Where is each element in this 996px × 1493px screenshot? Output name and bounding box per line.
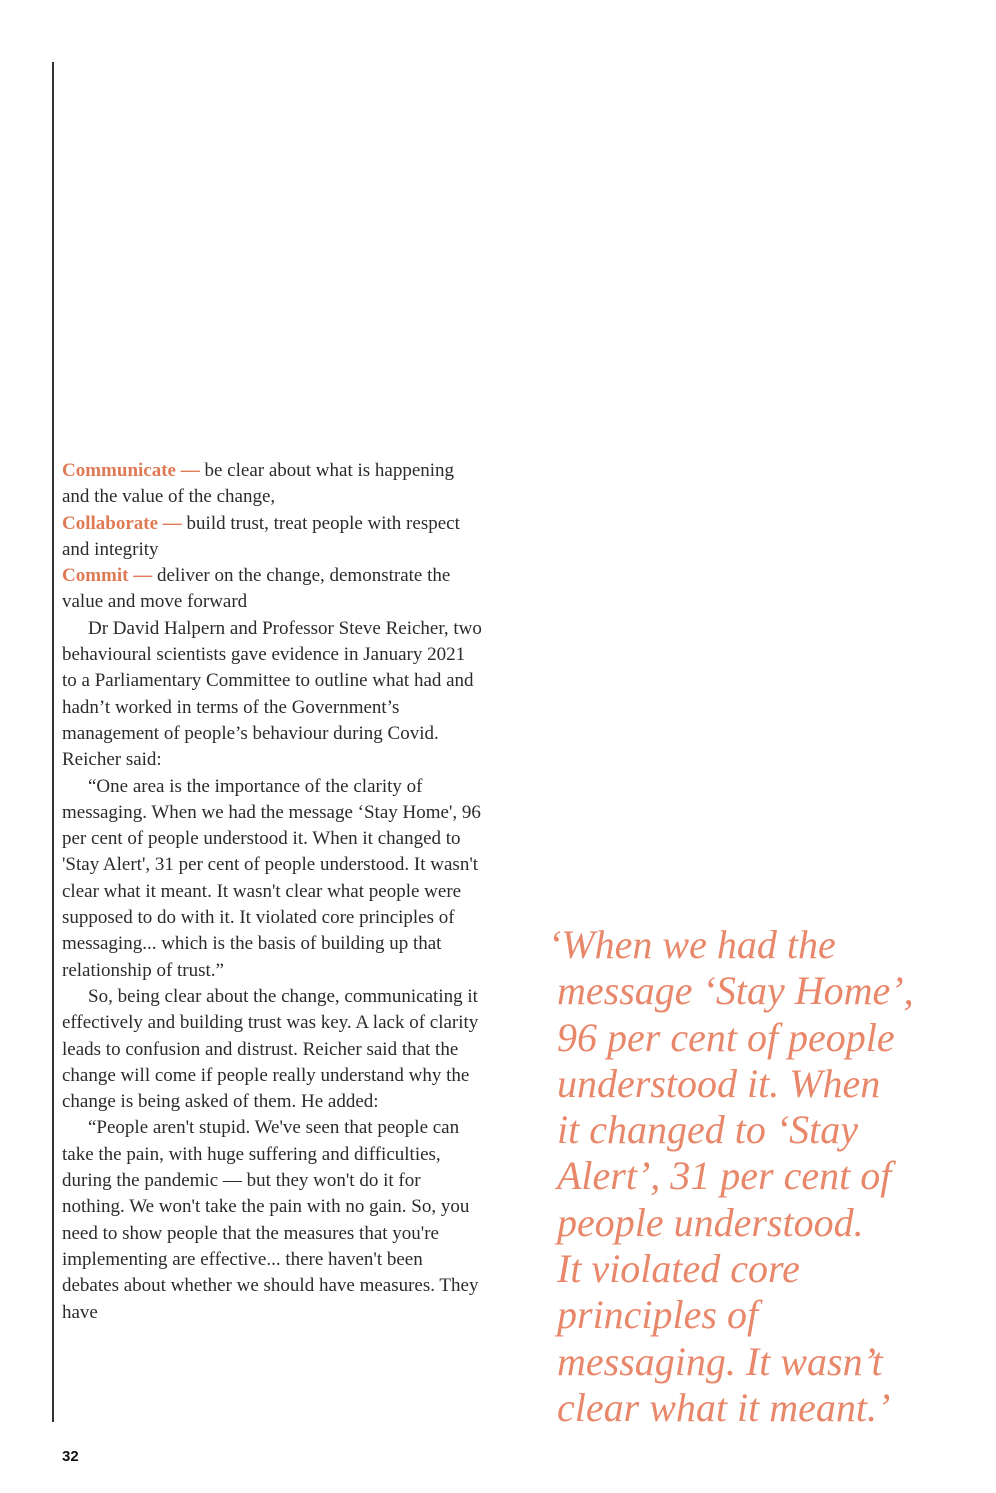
page-number: 32 (62, 1448, 79, 1465)
commit-text: deliver on the change, demonstrate the value and move forward (62, 565, 451, 613)
pull-quote-line: understood it. When (557, 1060, 881, 1106)
paragraph-evidence: Dr David Halpern and Professor Steve Reicher, two behavioural scientists gave evidence in January 2021 to a Parliamentary Committee to outline what had and hadn’t worked in terms of the Government’s management of people’s behaviour during Covid. Reicher said: (62, 617, 482, 771)
pull-quote-line: messaging. It wasn’t (557, 1338, 883, 1384)
communicate-label: Communicate — (62, 460, 200, 481)
vertical-rule (52, 62, 54, 1422)
pull-quote (548, 922, 968, 1431)
pull-quote-line: It violated core (557, 1246, 800, 1292)
collaborate-text: build trust, treat people with respect and integrity (62, 512, 460, 560)
pull-quote-line: Alert’, 31 per cent of (557, 1153, 892, 1199)
pull-quote-line: people understood. (557, 1199, 864, 1245)
paragraph-reicher-quote-2: “People aren't stupid. We've seen that people can take the pain, with huge suffering and difficulties, during the pandemic — but they won't do it for nothing. We won't take the pain with no gain. So, you need to show people that the measures that you're implementing are effective... there haven't been debates about whether we should have measures. They have (62, 1117, 479, 1323)
paragraph-clarity: So, being clear about the change, communicating it effectively and building trust was key. A lack of clarity leads to confusion and distrust. Reicher said that the change will come if people really understand why the change is being asked of them. He added: (62, 985, 479, 1113)
collaborate-item (62, 511, 482, 564)
pull-quote-line: ‘When we had the (548, 922, 836, 967)
body-column (62, 458, 482, 1326)
pull-quote-line: it changed to ‘Stay (557, 1107, 859, 1153)
pull-quote-line: 96 per cent of people (557, 1014, 895, 1060)
pull-quote-line: principles of (557, 1292, 759, 1338)
communicate-item (62, 458, 482, 511)
pull-quote-line: clear what it meant.’ (557, 1384, 891, 1430)
communicate-text: be clear about what is happening and the value of the change, (62, 460, 455, 508)
paragraph-reicher-quote-1: “One area is the importance of the clarity of messaging. When we had the message ‘Stay Home', 96 per cent of people understood it. When it changed to 'Stay Alert', 31 per cent of people understood. It wasn't clear what it meant. It wasn't clear what people were supposed to do with it. It violated core principles of messaging... which is the basis of building up that relationship of trust.” (62, 775, 481, 981)
commit-label: Commit — (62, 565, 153, 587)
collaborate-label: Collaborate — (62, 512, 182, 534)
pull-quote-line: message ‘Stay Home’, (557, 968, 914, 1014)
commit-item (62, 563, 482, 616)
